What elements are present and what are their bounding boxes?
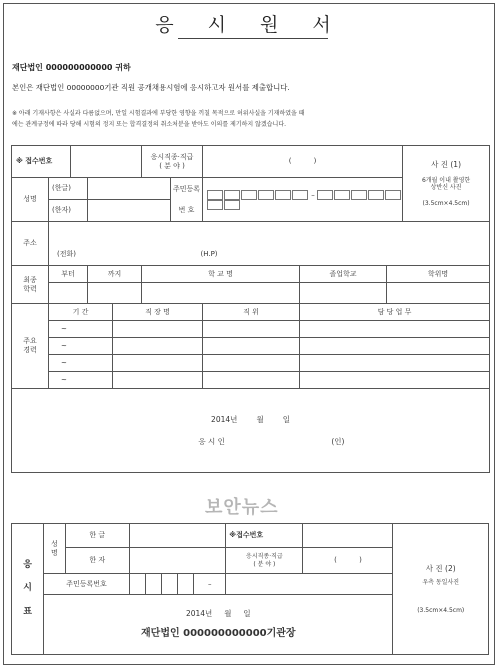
photo-2-size: (3.5cm×4.5cm) [417, 606, 465, 614]
photo-2-desc: 우측 동일사진 [422, 579, 460, 587]
edu-degree-input[interactable] [387, 283, 490, 304]
photo-1-desc-2: 상반신 사진 [430, 184, 462, 192]
notice-line-2: 에는 관계규정에 따라 당해 시험의 정지 또는 합격결정의 취소처분을 받아도 이의를 제기하지 않겠습니다. [12, 121, 287, 128]
applied-field-sub: ( 분 야 ) [159, 161, 185, 170]
voucher-issuer: 재단법인 000000000000기관장 [141, 627, 296, 639]
rrn-input[interactable] [203, 178, 403, 222]
career-label [12, 304, 49, 389]
education-label-2: 학력 [23, 284, 37, 293]
voucher-side-text: 응시표 [23, 559, 32, 617]
voucher-rrn-dash: – [194, 574, 226, 595]
career-duty-header: 담 당 업 무 [300, 304, 490, 321]
voucher-korean-input[interactable] [129, 524, 225, 548]
career-position-row-3[interactable] [203, 355, 300, 372]
edu-to-header: 까지 [88, 266, 142, 283]
voucher-korean-label: 한 글 [65, 524, 129, 548]
career-period-row-2[interactable]: ~ [49, 338, 113, 355]
name-label: 성명 [12, 178, 49, 222]
voucher-field-title: 응시직종·직급 [246, 553, 283, 560]
voucher-rrn-digit[interactable] [178, 574, 194, 595]
date-line: 2014년 월 일 [211, 415, 291, 425]
voucher-exam-number-input[interactable] [303, 524, 393, 548]
addressee: 재단법인 000000000000 귀하 [12, 63, 131, 72]
form-title: 응 시 원 서 [155, 14, 345, 36]
rrn-label [171, 178, 203, 222]
application-table [11, 145, 490, 473]
career-duty-row-2[interactable] [300, 338, 490, 355]
education-label [12, 266, 49, 304]
career-position-header: 직 위 [203, 304, 300, 321]
career-company-row-1[interactable] [113, 321, 203, 338]
career-period-row-4[interactable]: ~ [49, 372, 113, 389]
watermark-logo: 보안뉴스 [205, 497, 279, 518]
address-label: 주소 [12, 222, 49, 266]
voucher-date-line: 2014년 월 일 [185, 608, 251, 618]
signature-block [12, 389, 490, 473]
edu-school-input[interactable] [142, 283, 300, 304]
name-hanja-input[interactable] [88, 200, 171, 222]
voucher-field-sub: ( 분 야 ) [253, 560, 276, 568]
address-input[interactable] [49, 222, 490, 266]
voucher-rrn-rest[interactable] [226, 574, 393, 595]
exam-number-field[interactable] [71, 146, 142, 178]
applicant-seal: (인) [331, 436, 345, 446]
photo-2-box[interactable] [393, 524, 489, 655]
edu-from-header: 부터 [49, 266, 88, 283]
edu-to-input[interactable] [88, 283, 142, 304]
career-duty-row-1[interactable] [300, 321, 490, 338]
photo-2-label: 사 진 (2) [425, 563, 456, 573]
applied-field-title: 응시직종·직급 [150, 152, 194, 161]
voucher-rrn-label: 주민등록번호 [44, 574, 130, 595]
voucher-rrn-digit[interactable] [129, 574, 145, 595]
career-period-header: 기 간 [49, 304, 113, 321]
voucher-name-label [44, 524, 65, 574]
edu-graduated-header: 졸업학교 [300, 266, 387, 283]
voucher-table [11, 523, 489, 655]
voucher-name-text: 성명 [50, 539, 58, 557]
career-company-row-4[interactable] [113, 372, 203, 389]
photo-1-label: 사 진 (1) [431, 159, 462, 169]
career-duty-row-4[interactable] [300, 372, 490, 389]
career-period-row-3[interactable]: ~ [49, 355, 113, 372]
voucher-hanja-label: 한 자 [65, 548, 129, 574]
career-period-row-1[interactable]: ~ [49, 321, 113, 338]
notice-line-1: ※ 아래 기재사항은 사실과 다름없으며, 만일 시험결과에 부당한 영향을 끼칠 목적으로 허위사실을 기재하였을 때 [12, 110, 305, 117]
edu-degree-header: 학위명 [387, 266, 490, 283]
phone-label: (전화) [57, 250, 76, 259]
photo-1-desc-1: 6개월 이내 촬영한 [421, 176, 471, 184]
applied-field-label [142, 146, 203, 178]
applicant-label: 응 시 인 [198, 436, 225, 446]
career-company-header: 직 장 명 [113, 304, 203, 321]
declaration: 본인은 재단법인 00000000기관 직원 공개채용시험에 응시하고자 원서를 제출합니다. [12, 83, 290, 92]
name-korean-input[interactable] [88, 178, 171, 200]
career-position-row-4[interactable] [203, 372, 300, 389]
edu-from-input[interactable] [49, 283, 88, 304]
career-company-row-2[interactable] [113, 338, 203, 355]
voucher-field-label [226, 548, 303, 574]
career-label-1: 주요 [23, 337, 37, 346]
rrn-label-1: 주민등록 [173, 184, 201, 193]
rrn-label-2: 번 호 [178, 205, 195, 214]
education-label-1: 최종 [23, 275, 37, 284]
voucher-rrn-digit[interactable] [161, 574, 177, 595]
voucher-hanja-input[interactable] [129, 548, 225, 574]
photo-1-size: (3.5cm×4.5cm) [422, 199, 470, 207]
rrn-dash: – [311, 190, 315, 199]
voucher-field-input[interactable]: ( ) [303, 548, 393, 574]
voucher-side-label [12, 524, 44, 655]
name-hanja-label: (한자) [49, 200, 88, 222]
voucher-rrn-digit[interactable] [145, 574, 161, 595]
voucher-issue-block [44, 595, 393, 655]
edu-graduated-input[interactable] [300, 283, 387, 304]
exam-number-label: ※ 접수번호 [12, 146, 71, 178]
name-korean-label: (한글) [49, 178, 88, 200]
mobile-label: (H.P) [200, 250, 218, 259]
edu-school-header: 학 교 명 [142, 266, 300, 283]
photo-1-box[interactable] [403, 146, 490, 222]
career-position-row-2[interactable] [203, 338, 300, 355]
title-underline [178, 38, 328, 39]
career-company-row-3[interactable] [113, 355, 203, 372]
voucher-exam-number-label: ※접수번호 [226, 524, 303, 548]
career-duty-row-3[interactable] [300, 355, 490, 372]
applied-field-input[interactable]: ( ) [203, 146, 403, 178]
career-label-2: 경력 [23, 346, 37, 354]
career-position-row-1[interactable] [203, 321, 300, 338]
